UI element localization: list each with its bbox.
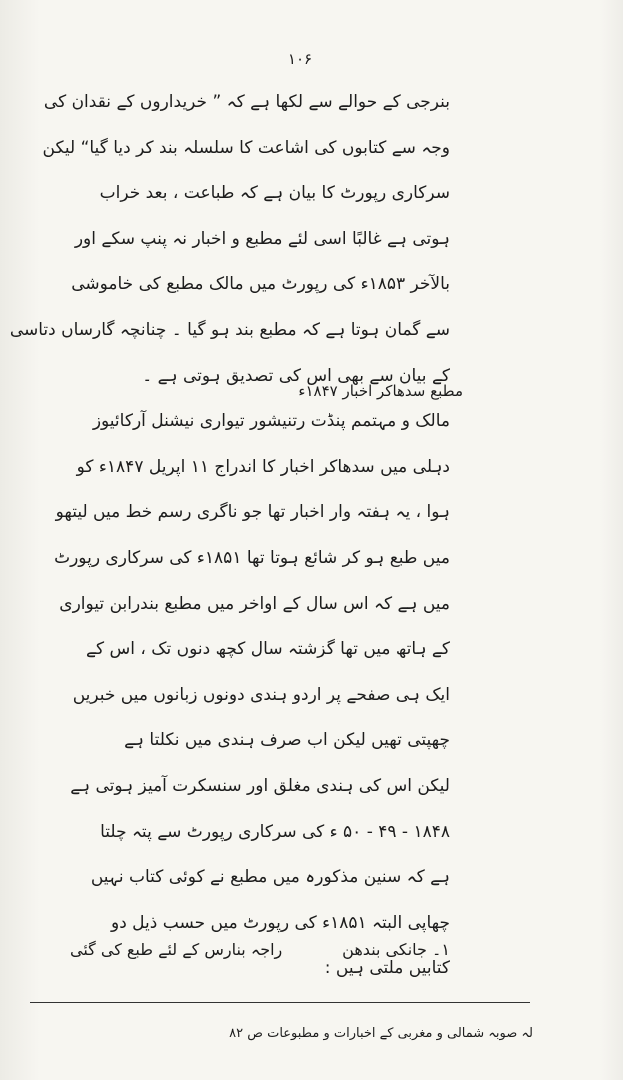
text-line: کتابیں ملتی ہیں : (324, 958, 450, 979)
book-note: راجہ بنارس کے لئے طبع کی گئی (70, 940, 283, 959)
text-line: میں ہے کہ اس سال کے اواخر میں مطبع بندرابن تیواری (59, 593, 450, 614)
side-heading: مطبع سدھاکر اخبار ۱۸۴۷ء (298, 382, 463, 400)
text-line: چھپتی تھیں لیکن اب صرف ہندی میں نکلتا ہے (124, 730, 450, 751)
text-line: وجہ سے کتابوں کی اشاعت کا سلسلہ بند کر دیا گیا“ لیکن (42, 137, 450, 158)
page-number: ۱۰۶ (287, 50, 313, 68)
text-line: سے گمان ہوتا ہے کہ مطبع بند ہو گیا ۔ چنانچہ گارساں دتاسی (9, 319, 450, 340)
text-line: ہوتی ہے غالبًا اسی لئے مطبع و اخبار نہ پنپ سکے اور (74, 228, 450, 249)
text-line: چھاپی البتہ ۱۸۵۱ء کی رپورٹ میں حسب ذیل دو (110, 912, 450, 933)
text-line: ہوا ، یہ ہفتہ وار اخبار تھا جو ناگری رسم خط میں لیتھو (55, 502, 450, 523)
text-line: بنرجی کے حوالے سے لکھا ہے کہ ” خریداروں کے نقدان کی (43, 92, 450, 112)
text-line: ہے کہ سنین مذکورہ میں مطبع نے کوئی کتاب نہیں (90, 867, 450, 888)
text-line: مالک و مہتمم پنڈت رتنیشور تیواری نیشنل آرکائیوز (92, 411, 450, 432)
text-line: ایک ہی صفحے پر اردو ہندی دونوں زبانوں میں خبریں (72, 684, 450, 705)
text-line: میں طبع ہو کر شائع ہوتا تھا ۱۸۵۱ء کی سرکاری رپورٹ (54, 547, 450, 568)
text-line: بالآخر ۱۸۵۳ء کی رپورٹ میں مالک مطبع کی خاموشی (71, 274, 450, 295)
footnote-divider (30, 1002, 530, 1003)
text-line: دہلی میں سدھاکر اخبار کا اندراج ۱۱ اپریل ۱۸۴۷ء کو (76, 456, 450, 477)
text-line: ۱۸۴۸ - ۴۹ - ۵۰ ء کی سرکاری رپورٹ سے پتہ چلتا (100, 821, 450, 842)
body-text (9, 80, 450, 992)
text-line: کے بیان سے بھی اس کی تصدیق ہوتی ہے ۔ (142, 365, 450, 386)
text-line: کے ہاتھ میں تھا گزشتہ سال کچھ دنوں تک ، اس کے (86, 639, 450, 660)
book-list-item (70, 940, 450, 959)
text-line: لیکن اس کی ہندی مغلق اور سنسکرت آمیز ہوتی ہے (70, 775, 450, 796)
text-line: سرکاری رپورٹ کا بیان ہے کہ طباعت ، بعد خراب (99, 183, 450, 204)
book-title: ۱۔ جانکی بندھن (342, 940, 450, 959)
footnote: لہ صوبہ شمالی و مغربی کے اخبارات و مطبوعات ص ۸۲ (229, 1026, 533, 1041)
